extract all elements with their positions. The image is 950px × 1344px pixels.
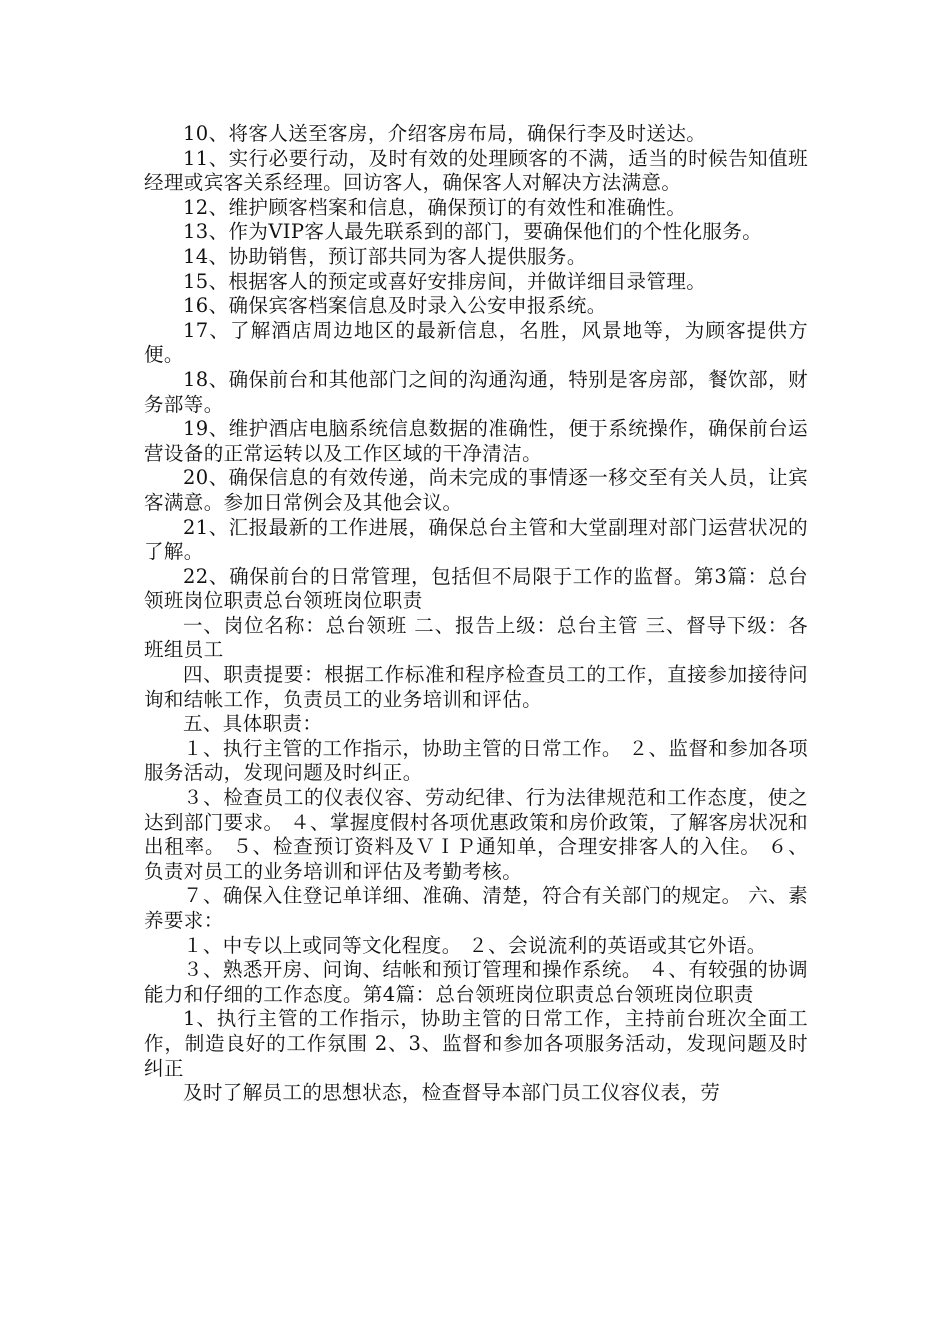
paragraph: １、中专以上或同等文化程度。 ２、会说流利的英语或其它外语。: [183, 933, 767, 957]
document-body: [144, 122, 808, 1106]
paragraph: 11、实行必要行动，及时有效的处理顾客的不满，适当的时候告知值班经理或宾客关系经理。回访客人，确保客人对解决方法满意。: [144, 146, 808, 195]
paragraph: 20、确保信息的有效传递，尚未完成的事情逐一移交至有关人员，让宾客满意。参加日常例会及其他会议。: [144, 466, 808, 514]
paragraph: ３、检查员工的仪表仪容、劳动纪律、行为法律规范和工作态度，使之达到部门要求。 ４、掌握度假村各项优惠政策和房价政策，了解客房状况和出租率。 ５、检查预订资料及ＶＩＰ通知单，合理安排客人的入住。 ６、负责对员工的业务培训和评估及考勤考核。: [144, 786, 808, 883]
paragraph: 12、维护顾客档案和信息，确保预订的有效性和准确性。: [183, 195, 687, 219]
paragraph: 15、根据客人的预定或喜好安排房间，并做详细目录管理。: [183, 269, 707, 293]
paragraph: １、执行主管的工作指示，协助主管的日常工作。 ２、监督和参加各项服务活动，发现问题及时纠正。: [144, 736, 808, 785]
paragraph: 13、作为VIP客人最先联系到的部门，要确保他们的个性化服务。: [183, 220, 763, 244]
paragraph: 10、将客人送至客房，介绍客房布局，确保行李及时送达。: [183, 122, 707, 145]
paragraph: 19、维护酒店电脑系统信息数据的准确性，便于系统操作，确保前台运营设备的正常运转以及工作区域的干净清洁。: [144, 417, 808, 465]
paragraph: 及时了解员工的思想状态，检查督导本部门员工仪容仪表，劳: [183, 1081, 721, 1105]
paragraph: 14、协助销售，预订部共同为客人提供服务。: [183, 244, 587, 268]
paragraph: ７、确保入住登记单详细、准确、清楚，符合有关部门的规定。 六、素养要求：: [144, 884, 808, 932]
paragraph: 四、职责提要：根据工作标准和程序检查员工的工作，直接参加接待问询和结帐工作，负责员工的业务培训和评估。: [144, 663, 808, 711]
paragraph: 1、执行主管的工作指示，协助主管的日常工作，主持前台班次全面工作，制造良好的工作氛围 2、3、监督和参加各项服务活动，发现问题及时纠正: [144, 1007, 808, 1080]
paragraph: 18、确保前台和其他部门之间的沟通沟通，特别是客房部，餐饮部，财务部等。: [144, 367, 808, 416]
paragraph: 一、岗位名称：总台领班 二、报告上级：总台主管 三、督导下级：各班组员工: [144, 613, 808, 662]
paragraph: ３、熟悉开房、问询、结帐和预订管理和操作系统。 ４、有较强的协调能力和仔细的工作态度。第4篇：总台领班岗位职责总台领班岗位职责: [144, 958, 808, 1006]
paragraph: 17、了解酒店周边地区的最新信息，名胜，风景地等，为顾客提供方便。: [144, 318, 808, 367]
paragraph: 五、具体职责：: [183, 712, 323, 736]
paragraph: 22、确保前台的日常管理，包括但不局限于工作的监督。第3篇：总台领班岗位职责总台领班岗位职责: [144, 564, 808, 613]
paragraph: 16、确保宾客档案信息及时录入公安申报系统。: [183, 294, 607, 318]
paragraph: 21、汇报最新的工作进展，确保总台主管和大堂副理对部门运营状况的了解。: [144, 515, 808, 564]
